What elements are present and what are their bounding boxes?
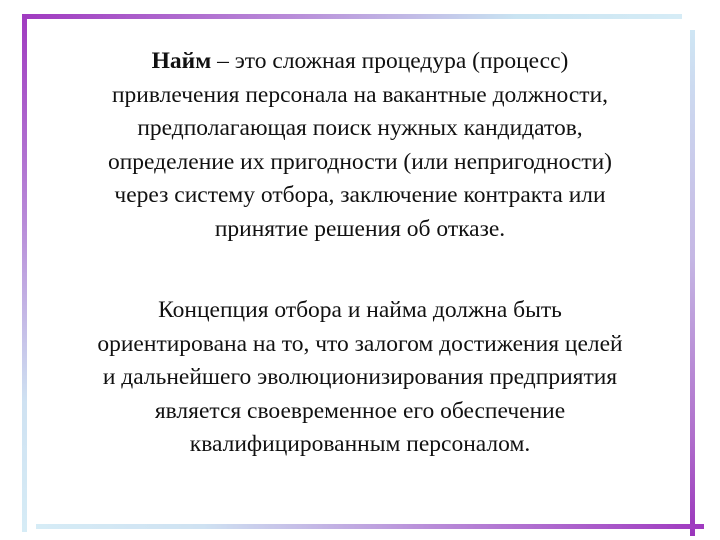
- definition-paragraph: [36, 45, 684, 246]
- definition-line-6: принятие решения об отказе.: [214, 215, 506, 242]
- frame-line-top: [22, 14, 682, 19]
- definition-line-2: привлечения персонала на вакантные должности,: [111, 81, 609, 108]
- concept-line-3: и дальнейшего эволюционизирования предприятия: [102, 364, 618, 390]
- defined-term: Найм: [151, 48, 212, 74]
- concept-line-5: квалифицированным персоналом.: [189, 431, 531, 457]
- concept-line-1: Концепция отбора и найма должна быть: [158, 297, 562, 323]
- definition-line-3: предполагающая поиск нужных кандидатов,: [137, 115, 583, 141]
- frame-line-right: [690, 30, 695, 536]
- definition-line-1: [36, 45, 684, 79]
- definition-line-4: определение их пригодности (или непригодности): [107, 148, 613, 175]
- frame-line-left: [22, 14, 27, 532]
- frame-line-bottom: [36, 524, 704, 529]
- concept-paragraph: [36, 294, 684, 462]
- definition-text: – это сложная процедура (процесс): [211, 48, 569, 74]
- definition-line-5: через систему отбора, заключение контракта или: [114, 182, 606, 208]
- concept-line-4: является своевременное его обеспечение: [154, 397, 566, 424]
- concept-line-2: ориентирована на то, что залогом достижения целей: [97, 330, 623, 357]
